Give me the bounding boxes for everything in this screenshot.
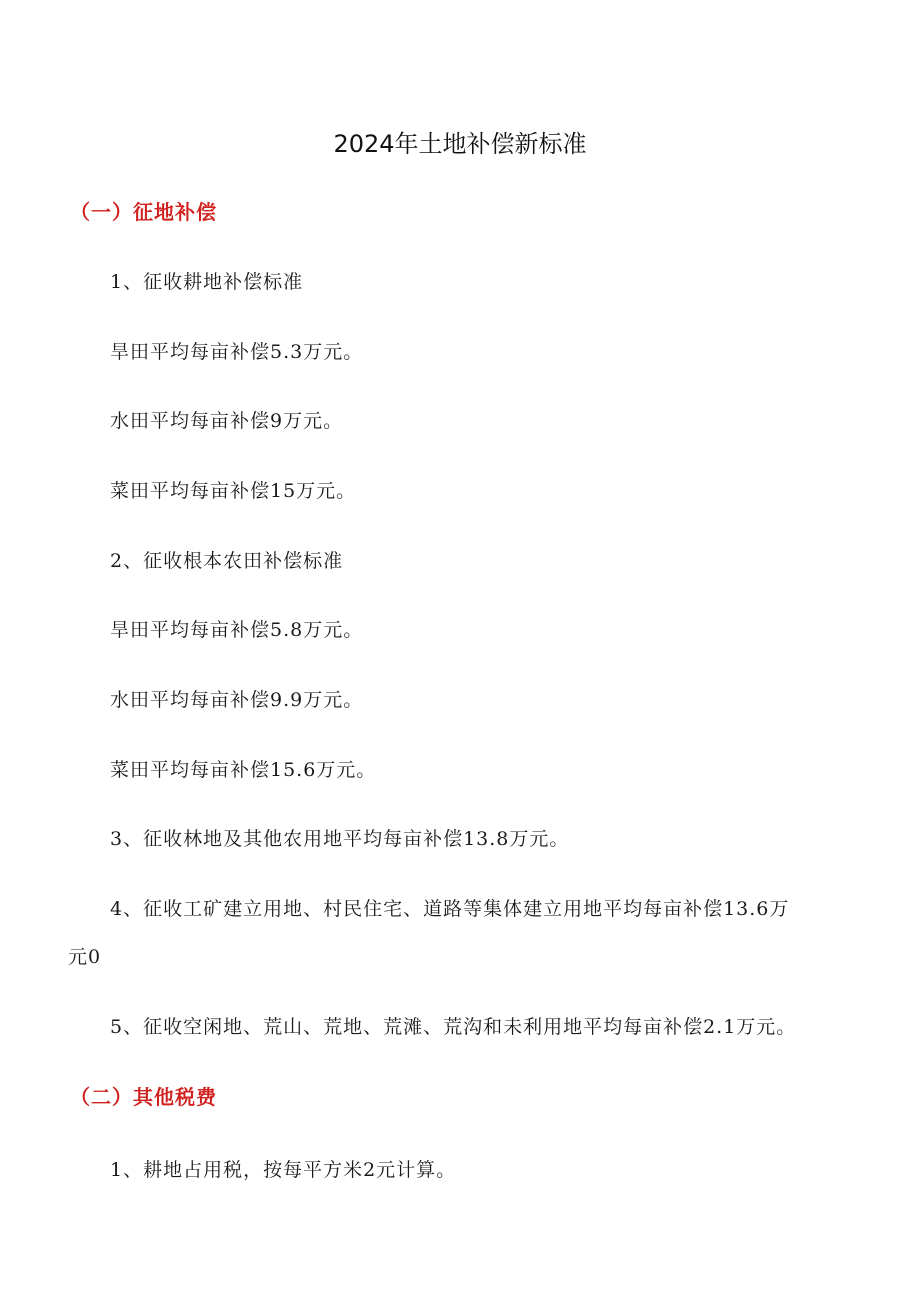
item4-construction-land-line1: 4、征收工矿建立用地、村民住宅、道路等集体建立用地平均每亩补偿13.6万 [110,898,790,920]
section2-item1-farmland-tax: 1、耕地占用税，按每平方米2元计算。 [110,1159,457,1181]
item5-idle-land: 5、征收空闲地、荒山、荒地、荒滩、荒沟和未利用地平均每亩补偿2.1万元。 [110,1016,797,1038]
item4-construction-land-line2: 元0 [68,946,102,968]
section-heading-other-taxes: （二）其他税费 [70,1085,217,1109]
item3-forest-land: 3、征收林地及其他农用地平均每亩补偿13.8万元。 [110,828,570,850]
page-title: 2024年土地补偿新标准 [333,130,587,158]
item1-line-paddy-field: 水田平均每亩补偿9万元。 [110,410,344,432]
item1-line-dry-field: 旱田平均每亩补偿5.3万元。 [110,341,364,363]
item1-line-vegetable-field: 菜田平均每亩补偿15万元。 [110,480,357,502]
section-heading-land-compensation: （一）征地补偿 [70,200,217,224]
item2-heading: 2、征收根本农田补偿标准 [110,550,344,572]
item1-heading: 1、征收耕地补偿标准 [110,271,304,293]
item2-line-paddy-field: 水田平均每亩补偿9.9万元。 [110,689,364,711]
item2-line-dry-field: 旱田平均每亩补偿5.8万元。 [110,619,364,641]
item2-line-vegetable-field: 菜田平均每亩补偿15.6万元。 [110,759,377,781]
